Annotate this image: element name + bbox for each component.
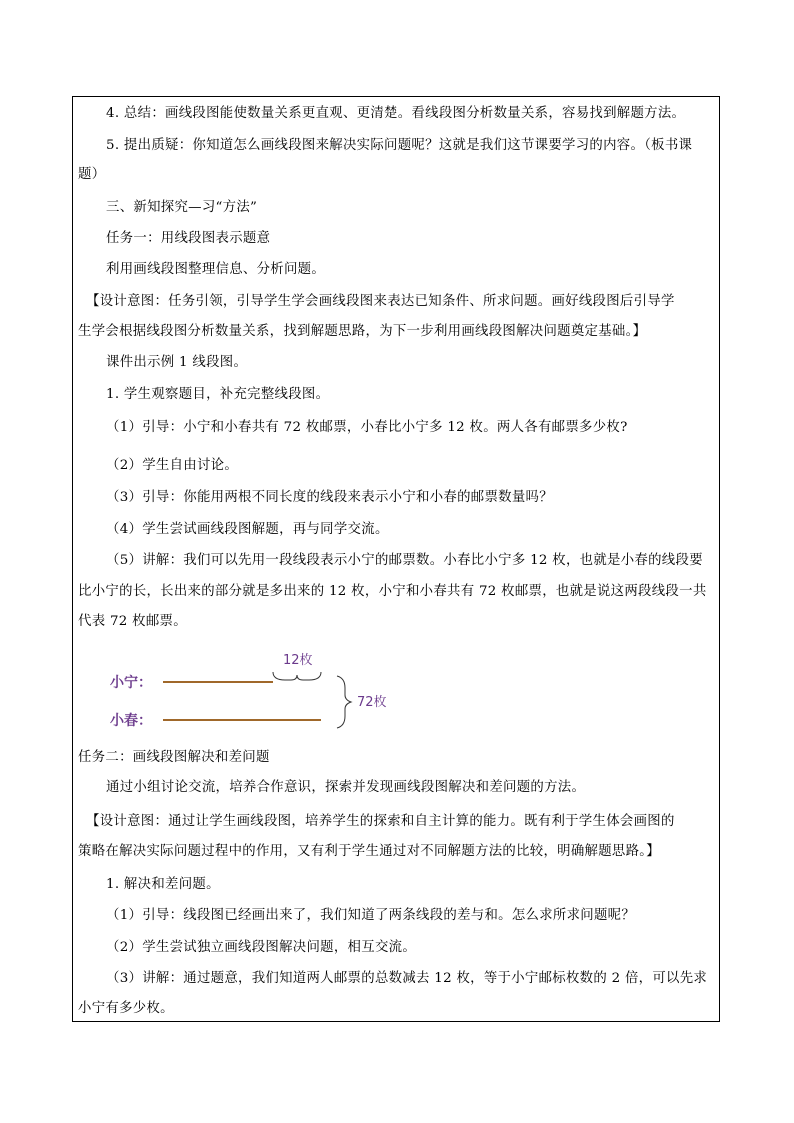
task2-heading: 任务二：画线段图解决和差问题 — [78, 750, 270, 765]
step-1-1: （1）引导：小宁和小春共有 72 枚邮票，小春比小宁多 12 枚。两人各有邮票多少枚? — [106, 420, 628, 435]
example-note: 课件出示例 1 线段图。 — [106, 355, 248, 370]
difference-label: 12枚 — [283, 653, 313, 668]
design-intent-1: 【设计意图：任务引领，引导学生学会画线段图来表达已知条件、所求问题。画好线段图后引导学 — [86, 294, 675, 309]
total-brace — [337, 676, 351, 728]
step-2-2: （2）学生尝试独立画线段图解决问题，相互交流。 — [106, 940, 417, 955]
question-paragraph-cont: 题） — [78, 167, 106, 182]
section-heading: 三、新知探究—习“方法” — [106, 200, 258, 215]
task1-intro: 利用画线段图整理信息、分析问题。 — [106, 262, 326, 277]
line-segment-diagram — [105, 640, 405, 740]
design-intent-2: 【设计意图：通过让学生画线段图，培养学生的探索和自主计算的能力。既有利于学生体会画图的 — [86, 814, 675, 829]
step-1-5-cont2: 代表 72 枚邮票。 — [78, 614, 187, 629]
step-2-3-cont: 小宁有多少枚。 — [78, 1001, 174, 1016]
task2-intro: 通过小组讨论交流，培养合作意识，探索并发现画线段图解决和差问题的方法。 — [106, 780, 586, 795]
step-2-1: （1）引导：线段图已经画出来了，我们知道了两条线段的差与和。怎么求所求问题呢？ — [106, 908, 636, 923]
step-1-5-cont: 比小宁的长，长出来的部分就是多出来的 12 枚，小宁和小春共有 72 枚邮票，也就是说这两段线段一共 — [78, 584, 707, 599]
step-1-3: （3）引导：你能用两根不同长度的线段来表示小宁和小春的邮票数量吗？ — [106, 490, 553, 505]
step-2: 1. 解决和差问题。 — [106, 877, 220, 892]
task1-heading: 任务一：用线段图表示题意 — [106, 231, 271, 246]
design-intent-2-cont: 策略在解决实际问题过程中的作用，又有利于学生通过对不同解题方法的比较，明确解题思路。】 — [78, 844, 660, 859]
step-1-4: （4）学生尝试画线段图解题，再与同学交流。 — [106, 522, 389, 537]
question-paragraph: 5. 提出质疑：你知道怎么画线段图来解决实际问题呢？这就是我们这节课要学习的内容。（板书课 — [106, 138, 693, 153]
step-2-3: （3）讲解：通过题意，我们知道两人邮票的总数减去 12 枚，等于小宁邮标枚数的 2 倍，可以先求 — [106, 971, 708, 986]
step-1: 1. 学生观察题目，补充完整线段图。 — [106, 387, 330, 402]
step-1-2: （2）学生自由讨论。 — [106, 458, 239, 473]
summary-paragraph: 4. 总结：画线段图能使数量关系更直观、更清楚。看线段图分析数量关系，容易找到解题方法。 — [106, 106, 686, 121]
step-1-5: （5）讲解：我们可以先用一段线段表示小宁的邮票数。小春比小宁多 12 枚，也就是小春的线段要 — [106, 553, 703, 568]
xiaoning-label: 小宁： — [110, 675, 152, 691]
difference-brace — [273, 672, 321, 680]
design-intent-1-cont: 生学会根据线段图分析数量关系，找到解题思路，为下一步利用画线段图解决问题奠定基础。】 — [78, 324, 647, 339]
xiaochun-label: 小春： — [110, 713, 152, 729]
total-label: 72枚 — [357, 695, 387, 710]
